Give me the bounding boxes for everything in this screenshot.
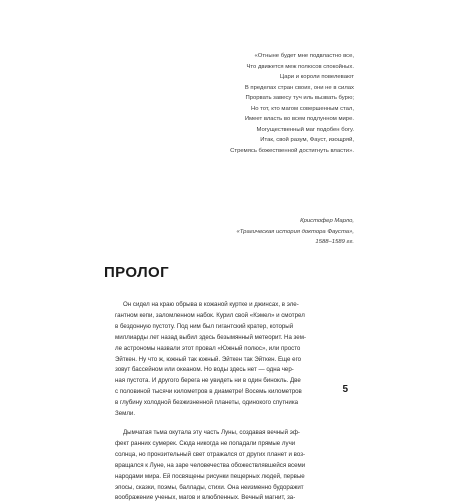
epigraph-line: Стремясь божественной достигнуть власти». [230, 147, 354, 154]
epigraph-line: Могущественный маг подобен богу. [256, 126, 354, 133]
body-line: воображение ученых, магов и влюбленных. Вечный магнит, за- [115, 494, 296, 502]
body-line: Дымчатая тьма окутала эту часть Луны, создавая вечный эф- [123, 428, 300, 436]
body-line: фект ранних сумерек. Сюда никогда не попадали прямые лучи [115, 439, 296, 447]
body-line: эпосы, сказки, поэмы, баллады, стихи. Она неизменно будоражит [115, 483, 304, 491]
epigraph-line: «Отныне будет мне подвластно все, [254, 53, 354, 59]
body-line: народами мира. Ей посвящены рисунки пещерных людей, первые [115, 472, 305, 480]
epigraph-line: Цари и короли повелевают [279, 74, 354, 81]
chapter-body [115, 300, 355, 504]
body-line: зовут бассейном или океаном. Но воды здесь нет — одна чер- [115, 366, 294, 374]
epigraph-line: Итак, свой разум, Фауст, изощряй, [260, 137, 354, 144]
attribution-author: Кристофер Марло, [300, 218, 354, 224]
epigraph-line: Но тот, кто магом совершенным стал, [250, 105, 354, 112]
epigraph-line: В пределах стран своих, они не в силах [244, 84, 354, 91]
paragraph-gap [115, 420, 355, 428]
body-line: вращался к Луне, на заре человечества обожествлявшейся всеми [115, 461, 306, 469]
attribution-work: «Трагическая история доктора Фауста», [236, 228, 354, 235]
epigraph-line: Имеет власть во всем подлунном мире. [244, 116, 354, 123]
epigraph-line: Прорвать завесу туч иль вызвать бурю; [245, 95, 354, 102]
body-line: ная пустота. И другого берега не увидеть ни в один бинокль. Две [115, 377, 301, 385]
attribution-date: 1588–1589 гг. [315, 239, 354, 245]
body-line: Он сидел на краю обрыва в кожаной куртке и джинсах, в эле- [123, 301, 299, 308]
body-line: в глубину холодной безжизненной планеты, одинокого спутника [115, 399, 299, 407]
body-line: Эйткен. Ну что ж, южный так южный. Эйткен так Эйткен. Еще его [115, 355, 302, 363]
body-line: миллиарды лет назад выбил здесь безымянный метеорит. На зем- [115, 333, 306, 341]
chapter-heading: ПРОЛОГ [104, 264, 169, 281]
body-line: Земли. [115, 410, 136, 418]
body-line: солнца, но пронзительный свет отражался от других планет и воз- [115, 450, 306, 458]
epigraph-attribution [154, 216, 354, 248]
body-line: ле астрономы назвали этот провал «Южный полюс», или просто [115, 344, 301, 352]
body-line: в бездонную пустоту. Под ним был гигантский кратер, который [115, 322, 294, 330]
epigraph [134, 51, 354, 156]
epigraph-line: Что движется меж полюсов спокойных. [246, 63, 354, 70]
body-line: с половиной тысячи километров в диаметре! Восемь километров [115, 388, 302, 396]
page-number: 5 [342, 384, 348, 395]
body-line: гантном кепи, заломленном набок. Курил свой «Кэмел» и смотрел [115, 311, 305, 319]
